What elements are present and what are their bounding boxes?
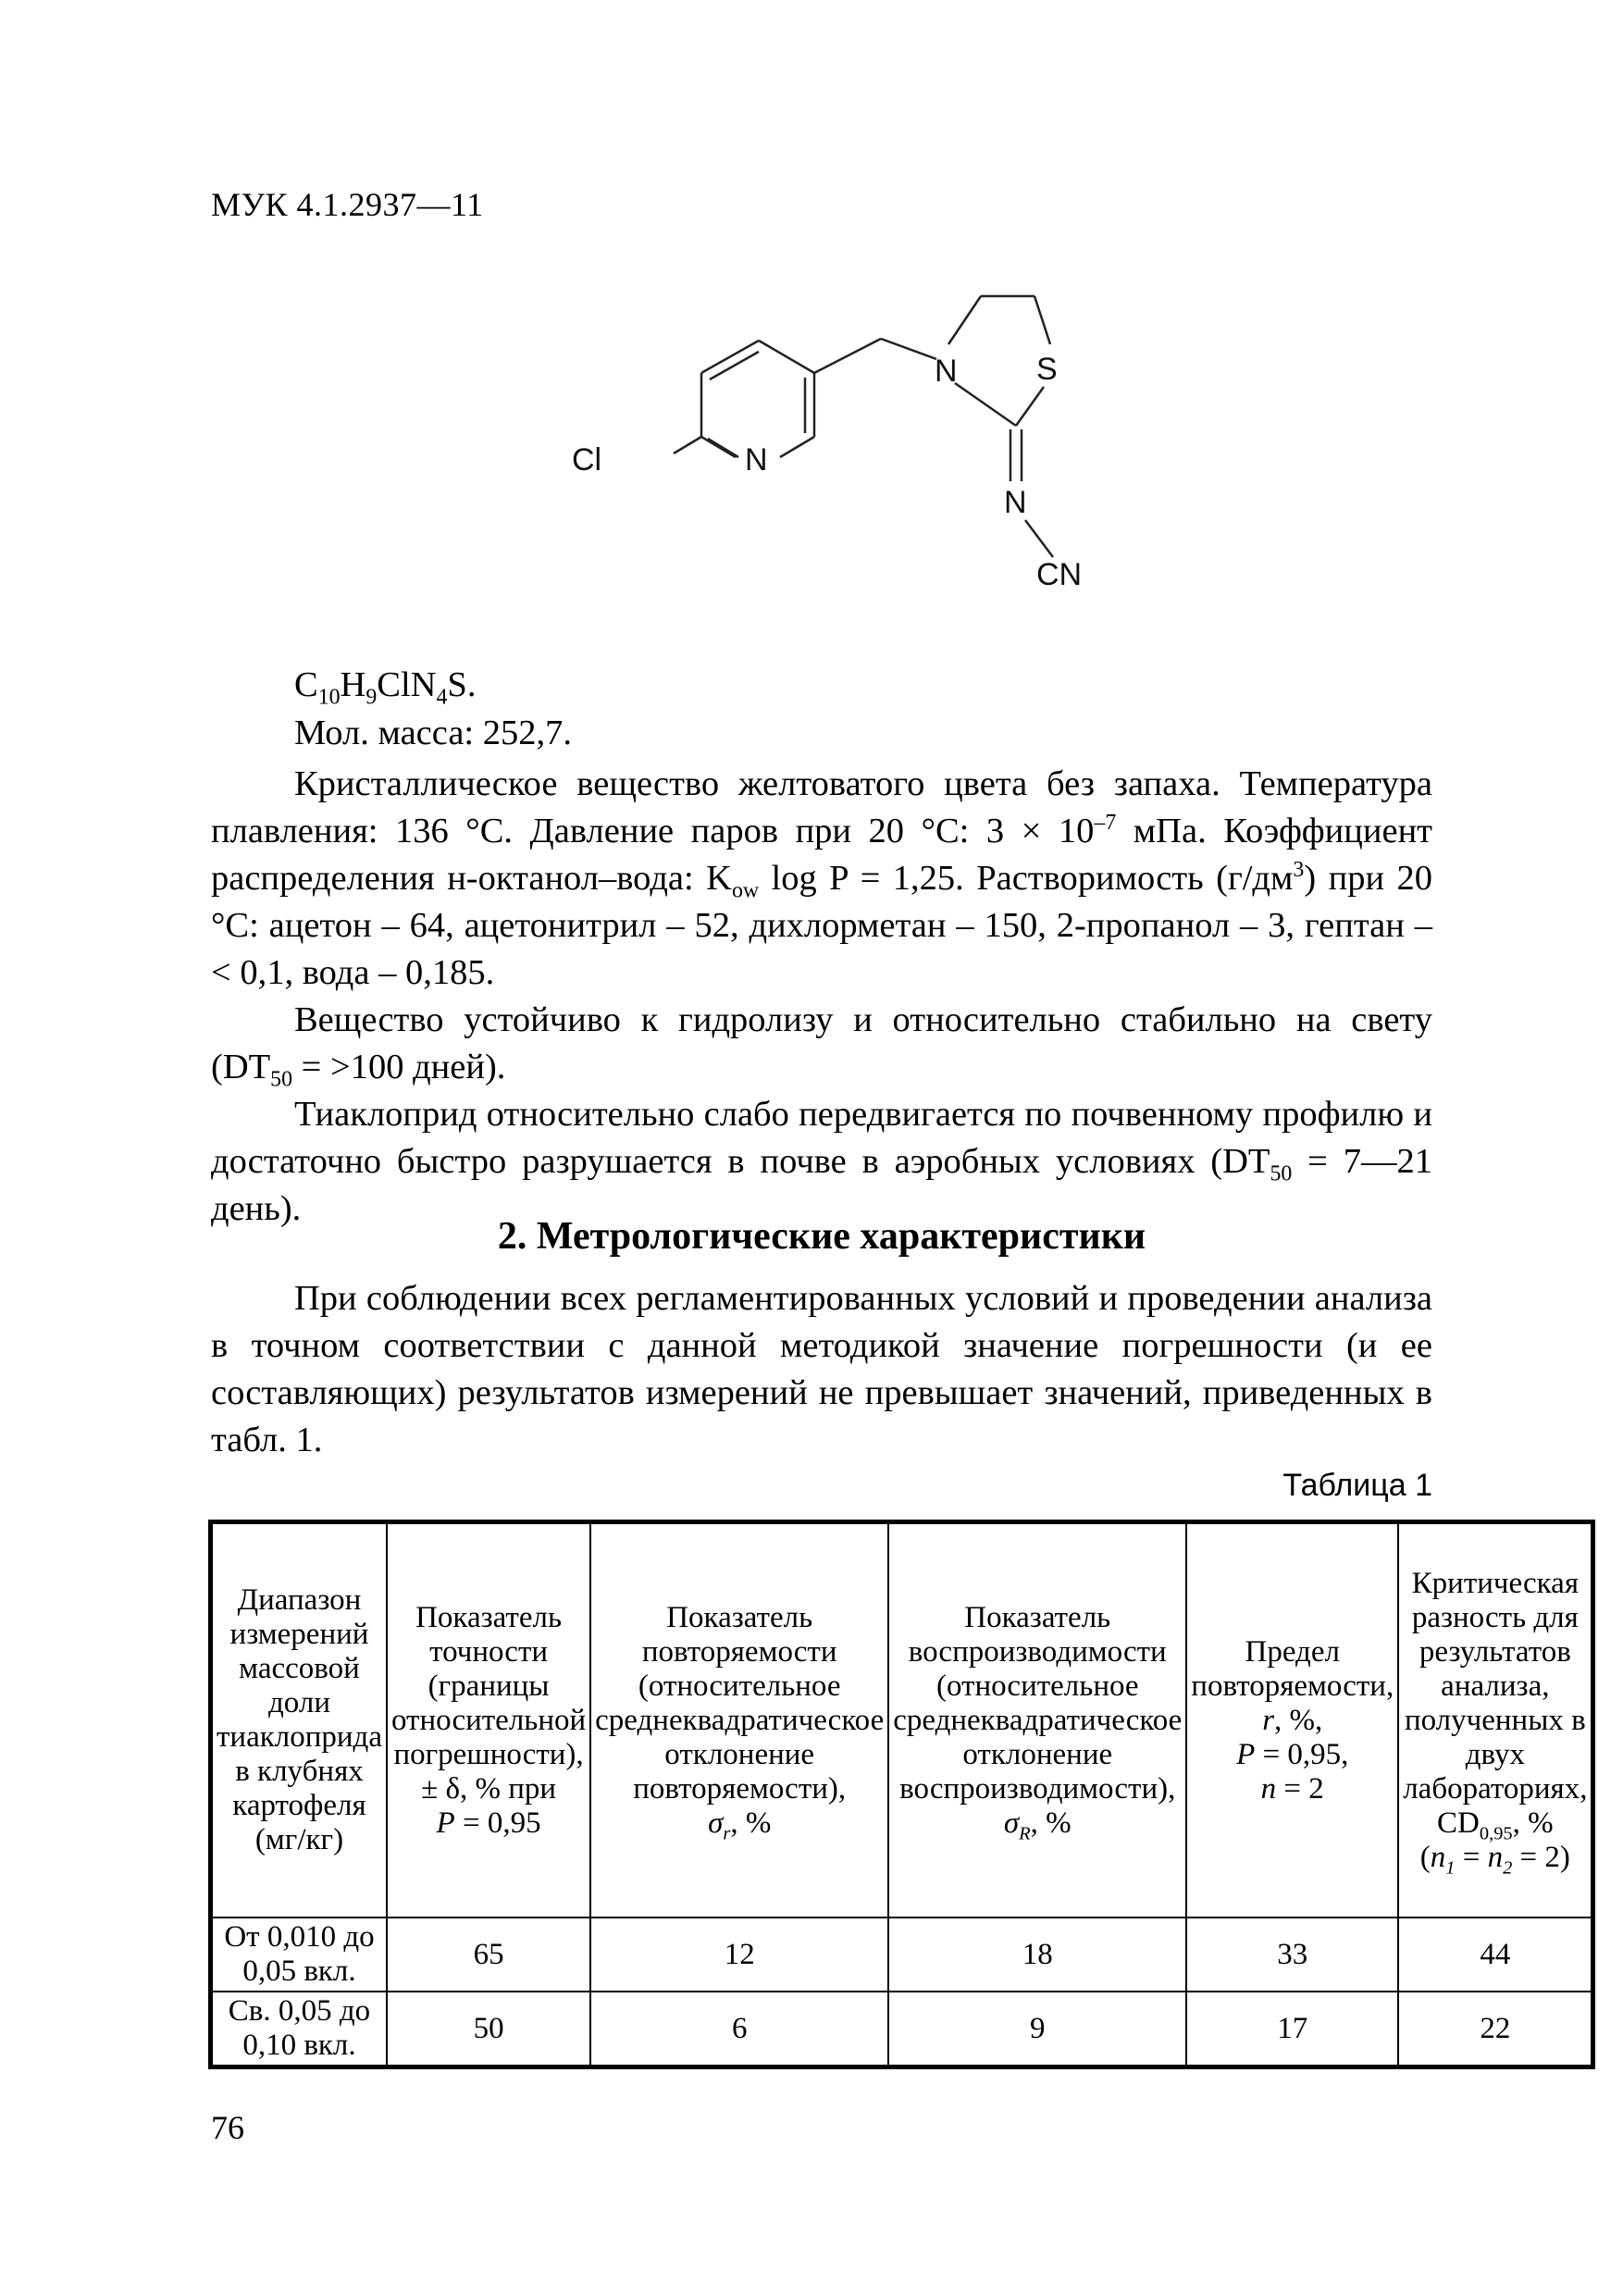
header-accuracy: Показатель точности (границы относительной погрешности), ± δ, % при P = 0,95 [387,1522,590,1918]
pyridine-nitrogen-label: N [745,442,768,478]
properties-text [211,761,1432,1233]
metrology-table [208,1520,1595,2069]
header-repeatability: Показатель повторяемости (относительное среднеквадратическое отклонение повторяемости), $\sigma_r$, % [590,1522,888,1918]
table-caption: Таблица 1 [1282,1468,1432,1503]
paragraph-metrology-intro: При соблюдении всех регламентированных условий и проведении анализа в точном соответствии с данной методикой значение погрешности (и ее составляющих) результатов измерений не превышает значений, приведенных в табл. 1. [211,1279,1432,1459]
sulfur-label: S [1036,352,1058,387]
document-code-header: МУК 4.1.2937—11 [211,186,484,223]
section-intro [211,1275,1432,1464]
cell-accuracy: 65 [387,1917,590,1992]
molecular-formula: $C_{10}H_9ClN_4S$. [294,665,477,710]
header-critical-difference: Критическая разность для результатов анализа, полученных в двух лабораториях, $CD_{0,95}$, % $(n_1 = n_2 = 2)$ [1398,1522,1593,1918]
thiazolidine-nitrogen-label: N [935,354,958,389]
cell-repeatability: 6 [590,1992,888,2067]
chlorine-label: Cl [572,442,602,478]
molecular-mass: Мол. масса: 252,7. [294,714,572,752]
page-number: 76 [211,2109,244,2146]
table-row [211,1917,1593,1992]
cell-critical-difference: 44 [1398,1917,1593,1992]
section-title: 2. Метрологические характеристики [497,1215,1146,1258]
paragraph-physical-properties: Кристаллическое вещество желтоватого цвета без запаха. Температура плавления: 136 °С. Давление паров при 20 °С: $3 \times 10^{-7}$ мПа. Коэффициент распределения н-октанол–вода: $K_{ow}$ log P = 1,25. Растворимость $(г/дм^3)$ при 20 °С: ацетон – 64, ацетонитрил – 52, дихлорметан – 150, 2-пропанол – 3, гептан – < 0,1, вода – 0,185. [211,764,1432,992]
header-range: Диапазон измерений массовой доли тиаклоприда в клубнях картофеля (мг/кг) [211,1522,387,1918]
cell-reproducibility: 18 [888,1917,1186,1992]
cyano-label: CN [1036,557,1083,592]
thiacloprid-structure-diagram [537,287,1110,620]
cell-range: Св. 0,05 до 0,10 вкл. [211,1992,387,2067]
cell-critical-difference: 22 [1398,1992,1593,2067]
cell-range: От 0,010 до 0,05 вкл. [211,1917,387,1992]
cell-repeatability: 12 [590,1917,888,1992]
imine-nitrogen-label: N [1004,485,1027,520]
cell-repeatability-limit: 17 [1186,1992,1398,2067]
table-header-row [211,1522,1593,1918]
cell-reproducibility: 9 [888,1992,1186,2067]
paragraph-stability: Вещество устойчиво к гидролизу и относительно стабильно на свету ($DT_{50} = >100$ дней). [211,1000,1432,1092]
header-repeatability-limit: Предел повторяемости, r, %, P = 0,95, n = 2 [1186,1522,1398,1918]
header-reproducibility: Показатель воспроизводимости (относительное среднеквадратическое отклонение воспроизводимости), $\sigma_R$, % [888,1522,1186,1918]
cell-accuracy: 50 [387,1992,590,2067]
table-row [211,1992,1593,2067]
paragraph-soil-behavior: Тиаклоприд относительно слабо передвигается по почвенному профилю и достаточно быстро разрушается в почве в аэробных условиях ($DT_{50}$ = 7—21 день). [211,1095,1432,1228]
cell-repeatability-limit: 33 [1186,1917,1398,1992]
